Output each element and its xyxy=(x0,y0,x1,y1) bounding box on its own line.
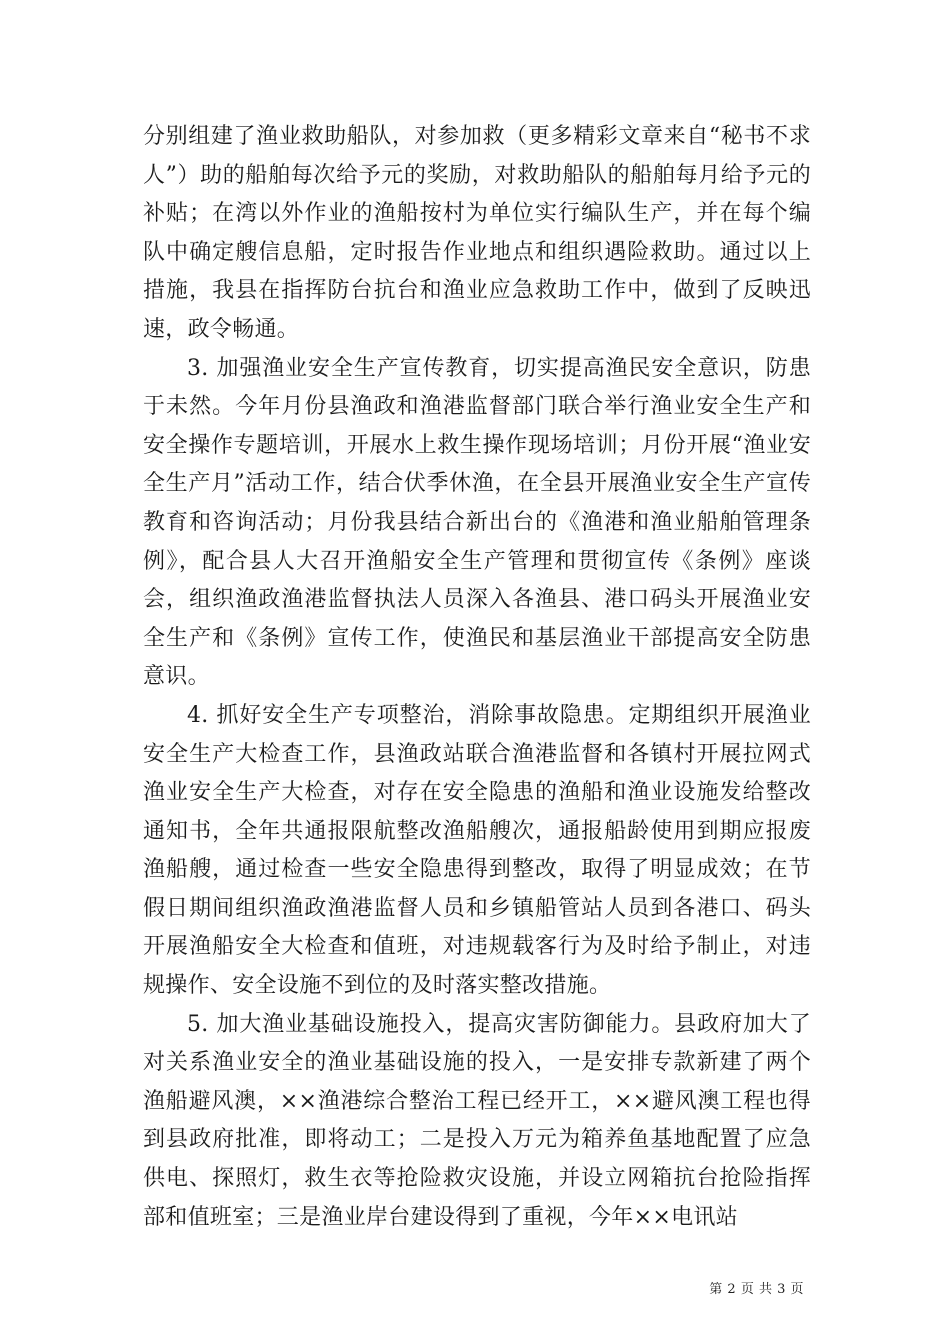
paragraph-infrastructure-investment: 5. 加大渔业基础设施投入，提高灾害防御能力。县政府加大了对关系渔业安全的渔业基础设施的投入，一是安排专款新建了两个渔船避风澳，××渔港综合整治工程已经开工，××避风澳工程也得到县政府批准，即将动工；二是投入万元为箱养鱼基地配置了应急供电、探照灯，救生衣等抢险救灾设施，并设立网箱抗台抢险指挥部和值班室；三是渔业岸台建设得到了重视，今年××电讯站 xyxy=(143,1011,811,1230)
paragraph-special-rectification: 4. 抓好安全生产专项整治，消除事故隐患。定期组织开展渔业安全生产大检查工作，县渔政站联合渔港监督和各镇村开展拉网式渔业安全生产大检查，对存在安全隐患的渔船和渔业设施发给整改通知书，全年共通报限航整改渔船艘次，通报船龄使用到期应报废渔船艘，通过检查一些安全隐患得到整改，取得了明显成效；在节假日期间组织渔政渔港监督人员和乡镇船管站人员到各港口、码头开展渔船安全大检查和值班，对违规载客行为及时给予制止，对违规操作、安全设施不到位的及时落实整改措施。 xyxy=(143,702,811,999)
paragraph-rescue-teams: 分别组建了渔业救助船队，对参加救（更多精彩文章来自“秘书不求人”）助的船舶每次给予元的奖励，对救助船队的船舶每月给予元的补贴；在湾以外作业的渔船按村为单位实行编队生产，并在每个编队中确定艘信息船，定时报告作业地点和组织遇险救助。通过以上措施，我县在指挥防台抗台和渔业应急救助工作中，做到了反映迅速，政令畅通。 xyxy=(143,124,811,342)
paragraph-safety-education: 3. 加强渔业安全生产宣传教育，切实提高渔民安全意识，防患于未然。今年月份县渔政和渔港监督部门联合举行渔业安全生产和安全操作专题培训，开展水上救生操作现场培训；月份开展“渔业安全生产月”活动工作，结合伏季休渔，在全县开展渔业安全生产宣传教育和咨询活动；月份我县结合新出台的《渔港和渔业船舶管理条例》，配合县人大召开渔船安全生产管理和贯彻宣传《条例》座谈会，组织渔政渔港监督执法人员深入各渔县、港口码头开展渔业安全生产和《条例》宣传工作，使渔民和基层渔业干部提高安全防患意识。 xyxy=(143,355,811,690)
page-number: 第 2 页 共 3 页 xyxy=(709,1282,804,1297)
document-body xyxy=(143,118,811,1237)
